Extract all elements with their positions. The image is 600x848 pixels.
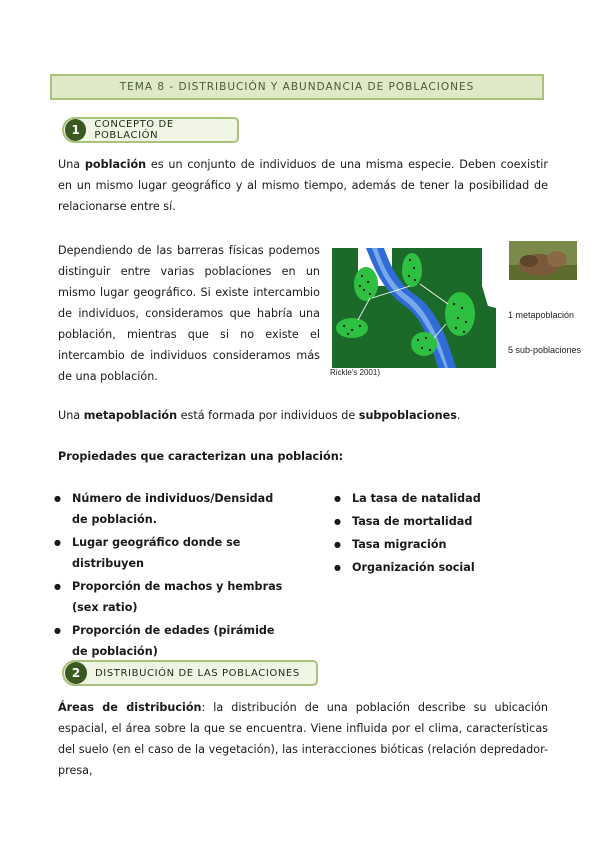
section-title: DISTRIBUCIÓN DE LAS POBLACIONES (95, 667, 300, 679)
list-item: ● Lugar geográfico donde se distribuyen (52, 532, 292, 574)
term-poblacion: población (84, 158, 147, 171)
list-item: ● La tasa de natalidad (332, 488, 552, 509)
section-number-badge: 1 (65, 119, 86, 141)
properties-list-right (332, 488, 552, 580)
properties-heading: Propiedades que caracterizan una población: (58, 450, 344, 463)
patch-2 (402, 253, 422, 287)
label-metapopulation: 1 metapoblación (508, 310, 575, 320)
patch-5 (411, 332, 437, 356)
figure-credit: Rickle's 2001) (330, 368, 380, 377)
list-item: ● Proporción de machos y hembras (sex ratio) (52, 576, 292, 618)
list-item: ● Tasa migración (332, 534, 552, 555)
section-title: CONCEPTO DE POBLACIÓN (94, 119, 174, 141)
paragraph-distribution: Áreas de distribución: la distribución de una población describe su ubicación espacial, el área sobre la que se encuentra. Viene influida por el clima, características del suelo (en el caso de la vegetación), las interacciones bióticas (relación depredador-presa, (58, 701, 548, 777)
animal-photo (509, 241, 577, 280)
patch-3 (445, 292, 475, 336)
section-heading-2 (62, 660, 318, 686)
paragraph-definition: Una población es un conjunto de individuos de una misma especie. Deben coexistir en un mismo lugar geográfico y al mismo tiempo, además de tener la posibilidad de relacionarse entre sí. (58, 158, 548, 213)
topic-banner (50, 74, 544, 100)
term-metapoblacion: metapoblación (83, 409, 178, 422)
term-subpoblaciones: subpoblaciones (358, 409, 457, 422)
paragraph-metapopulation: Una metapoblación está formada por individuos de subpoblaciones. (58, 409, 461, 422)
term-areas-distribucion: Áreas de distribución (58, 701, 202, 714)
section-number-badge: 2 (65, 662, 87, 684)
list-item: ● Tasa de mortalidad (332, 511, 552, 532)
patch-1 (354, 267, 378, 301)
metapopulation-diagram (332, 248, 496, 368)
topic-title: TEMA 8 - DISTRIBUCIÓN Y ABUNDANCIA DE POBLACIONES (119, 81, 475, 93)
list-item: ● Organización social (332, 557, 552, 578)
label-subpopulations: 5 sub-poblaciones (508, 345, 582, 355)
properties-list-left (52, 488, 292, 664)
list-item: ● Proporción de edades (pirámide de población) (52, 620, 292, 662)
list-item: ● Número de individuos/Densidad de población. (52, 488, 292, 530)
paragraph-barriers: Dependiendo de las barreras físicas podemos distinguir entre varias poblaciones en un mismo lugar geográfico. Si existe intercambio de individuos, consideramos que habría una población, mientras que si no existe el intercambio de individuos consideramos más de una población. (58, 244, 320, 383)
patch-4 (336, 318, 368, 338)
section-heading-1 (62, 117, 239, 143)
